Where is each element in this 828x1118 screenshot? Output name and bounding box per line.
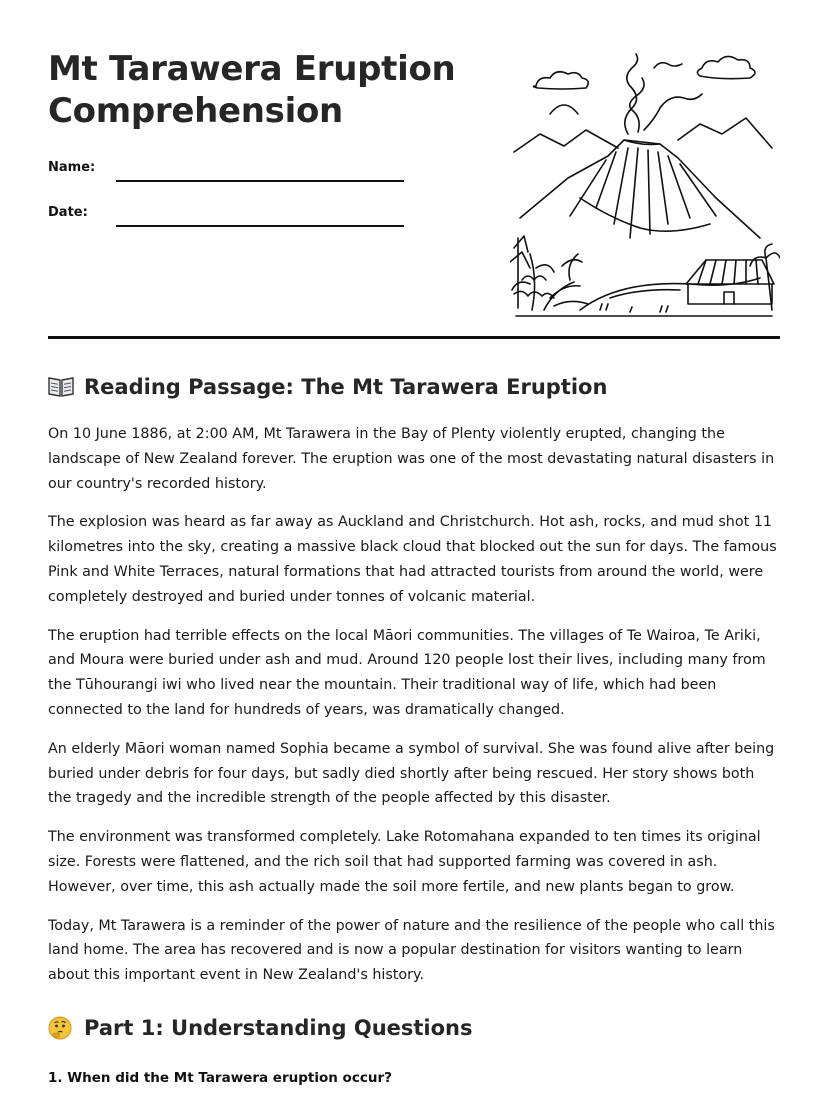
thinking-face-icon (48, 1016, 74, 1040)
passage-paragraph: The eruption had terrible effects on the local Māori communities. The villages of Te Wairoa, Te Ariki, and Moura were buried under ash and mud. Around 120 people lost their lives, including many from the Tūhourangi iwi who lived near the mountain. Their traditional way of life, which had been connected to the land for hundreds of years, was dramatically changed. (48, 627, 766, 718)
reading-heading (48, 375, 607, 399)
passage-paragraph: The environment was transformed completely. Lake Rotomahana expanded to ten times its original size. Forests were flattened, and the rich soil that had supported farming was covered in ash. However, over time, this ash actually made the soil more fertile, and new plants began to grow. (48, 829, 761, 895)
part1-heading (48, 1016, 473, 1040)
question-1: 1. When did the Mt Tarawera eruption occur? (48, 1070, 392, 1086)
reading-heading-text: Reading Passage: The Mt Tarawera Eruption (84, 375, 608, 399)
passage-paragraph: On 10 June 1886, at 2:00 AM, Mt Tarawera in the Bay of Plenty violently erupted, changing the landscape of New Zealand forever. The eruption was one of the most devastating natural disasters in our country's recorded history. (48, 426, 775, 492)
passage-paragraph: The explosion was heard as far away as Auckland and Christchurch. Hot ash, rocks, and mud shot 11 kilometres into the sky, creating a massive black cloud that blocked out the sun for days. The famous Pink and White Terraces, natural formations that had attracted tourists from around the world, were completely destroyed and buried under tonnes of volcanic material. (48, 514, 777, 605)
name-field[interactable] (116, 180, 404, 182)
header-divider (48, 336, 780, 339)
date-field[interactable] (116, 225, 404, 227)
worksheet-header (48, 48, 780, 338)
reading-passage (48, 422, 780, 1002)
open-book-icon (48, 375, 74, 399)
passage-paragraph: Today, Mt Tarawera is a reminder of the power of nature and the resilience of the people who call this land home. The area has recovered and is now a popular destination for visitors wanting to learn about this important event in New Zealand's history. (48, 917, 775, 984)
page-title: Mt Tarawera Eruption Comprehension (48, 49, 456, 131)
part1-heading-text: Part 1: Understanding Questions (84, 1016, 473, 1040)
name-label: Name: (48, 160, 96, 175)
date-label: Date: (48, 205, 88, 220)
volcano-illustration (510, 48, 780, 320)
passage-paragraph: An elderly Māori woman named Sophia became a symbol of survival. She was found alive after being buried under debris for four days, but sadly died shortly after being rescued. Her story shows both the tragedy and the incredible strength of the people affected by this disaster. (48, 740, 775, 807)
